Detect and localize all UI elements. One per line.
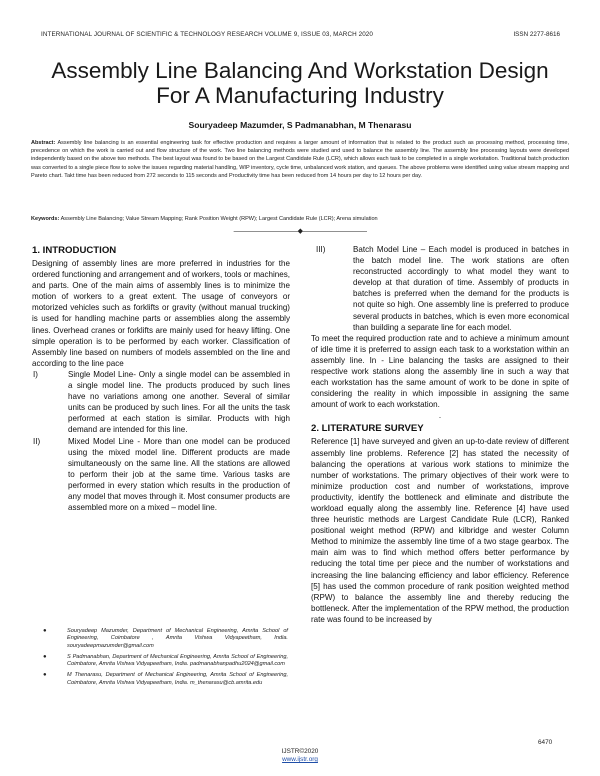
abstract: [31, 139, 569, 180]
page-footer: [0, 748, 600, 764]
keywords-label: Keywords:: [31, 216, 60, 222]
abstract-label: Abstract:: [31, 140, 56, 146]
journal-link[interactable]: www.ijstr.org: [282, 756, 318, 763]
page-number: 6470: [538, 739, 553, 746]
line-type-list: [32, 369, 290, 513]
paper-title: [20, 58, 580, 108]
footnote: [43, 672, 288, 687]
journal-name: INTERNATIONAL JOURNAL OF SCIENTIFIC & TECHNOLOGY RESEARCH VOLUME 9, ISSUE 03, MARCH 2020: [41, 31, 373, 38]
abstract-text: Assembly line balancing is an essential engineering task for effective production and requires a larger amount of information that is related to the product such as processing method, processing time, precedence on which the work is carried out and flow structure of the work. Two line balancing methods were studied and used to balance the assembly line. The assembly line processing layouts were developed independently based on the above two methods. The best layout was found to be based on the Largest Candidate Rule (LCR), which allows each task to be completed in a single workstation. Traditional batch production was converted to a single piece flow to solve the issues regarding material handling, WIP inventory, cycle time, unbalanced work station, and queues. The above problems were identified using value stream mapping and Pareto chart. Takt time has been reduced from 272 seconds to 115 seconds and Productivity time has been reduced from 14 hours per day to 12 hours per day.: [31, 140, 569, 179]
keywords: [31, 215, 569, 223]
list-item: [311, 244, 569, 333]
copyright: IJSTR©2020: [281, 748, 319, 755]
list-item-number: II): [33, 436, 41, 446]
footnote: [43, 628, 288, 650]
list-item-text: Single Model Line- Only a single model can be assembled in a single model line. The products produced by such lines have no variations among one another. Several of similar units can be produced by such lines. For all the units the task performed at each station is similar. Products with high demand are intended for this line.: [68, 369, 290, 435]
footnote-text: S Padmanabhan, Department of Mechanical Engineering, Amrita School of Engineering, Coimbatore, Amrita Vishwa Vidyapeetham, India. padmanabhanpadhu2024@gmail.com: [67, 653, 288, 668]
title-line-2: For A Manufacturing Industry: [156, 83, 444, 108]
authors: Souryadeep Mazumder, S Padmanabhan, M Thenarasu: [188, 120, 412, 130]
issn: ISSN 2277-8616: [513, 31, 560, 38]
footnote-text: Souryadeep Mazumder, Department of Mechanical Engineering, Amrita School of Engineering, Coimbatore , Amrita Vishwa Vidyapeetham, India. souryadeepmazumder@gmail.com: [67, 628, 288, 649]
stray-dot: .: [438, 411, 442, 421]
balancing-paragraph: To meet the required production rate and to achieve a minimum amount of idle time it is preferred to assign each task to a workstation within an assembly line. In - Line balancing the tasks are assigned to their respective work stations along the assembly line in such a way that each workstation has the same amount of work to be done in spite of considering the reality in which impossible in assigning the same amount of work to each workstation.: [311, 333, 569, 410]
list-item-text: Batch Model Line – Each model is produced in batches in the batch model line. The work stations are often reconstructed accordingly to what model they want to develop at that duration of time. Assembly of products in batches is preferred when the demand for the products is not quite so high. One assembly line is preferred to produce several products in batches, which is even more economical than building a separate line for each model.: [353, 245, 569, 332]
section-divider: ——————————◆——————————: [233, 228, 367, 235]
left-column: [32, 244, 290, 513]
bullet-icon: ●: [43, 653, 47, 660]
list-item-number: III): [316, 245, 326, 254]
literature-paragraph: Reference [1] have surveyed and given an up-to-date review of different assembly line problems. Reference [2] has stated the necessity of balancing the operations at various work stations to minimize the number of workstations. The primary objectives of their work were to minimize production cost and number of workstations, improve productivity, identify the bottleneck and eliminate and distribute the workload equally along the assembly line. Reference [4] have used three heuristic methods are Largest Candidate Rule (LCR), Ranked positional weight method (RPW) and kilbridge and wester Column Method to minimize the assembly line time of a two stage gearbox. The main aim was to find which method offers better performance by reducing the total time per piece and the number of workstations and increasing the line balancing efficiency and labor efficiency. Reference [5] has used the common procedure of rank position weighted method (RPW) to balance the assembly line and thereby reducing the bottleneck. After the implementation of the RPW method, the production rate was found to be increased by: [311, 437, 569, 624]
section-1-title: 1. INTRODUCTION: [32, 245, 117, 256]
list-item: [32, 369, 290, 436]
section-2-title: 2. LITERATURE SURVEY: [311, 423, 424, 435]
list-item-text: Mixed Model Line - More than one model can be produced using the mixed model line. Different products are made simultaneously on the same line. All the stations are allowed to perform their job at the same time. Various tasks are performed in every station which results in the production of any model that moves through it. Most consumer products are assembled more on a mixed – model line.: [68, 436, 290, 513]
bullet-icon: ●: [43, 628, 47, 634]
right-column: [311, 244, 569, 625]
bullet-icon: ●: [43, 672, 47, 679]
author-footnotes: [43, 628, 288, 691]
keywords-text: Assembly Line Balancing; Value Stream Mapping; Rank Position Weight (RPW); Largest Candidate Rule (LCR); Arena simulation: [59, 216, 378, 222]
running-header: [0, 31, 600, 41]
footnote: [43, 654, 288, 669]
line-type-list-continued: [311, 244, 569, 333]
footnote-text: M Thenarasu, Department of Mechanical Engineering, Amrita School of Engineering, Coimbatore, Amrita Vishwa Vidyapeetham, India. m_thenarasu@cb.amrita.edu: [67, 672, 288, 686]
title-line-1: Assembly Line Balancing And Workstation Design: [51, 58, 549, 83]
intro-paragraph: Designing of assembly lines are more preferred in industries for the ordered functioning and arrangement and of workers, tools or machines, and parts. One of the main aims of assembly lines is to minimize the motion of workers to a great extent. The usage of conveyors or motorized vehicles such as forklifts or gravity (without manual trucking) is used for handling machine parts or assemblies along the assembly lines. Overhead cranes or forklifts are mainly used for heavy lifting. One simple operation is to be performed by each worker. Classification of Assembly line based on numbers of models assembled on the line and according to the line pace: [32, 259, 290, 368]
list-item-number: I): [33, 369, 38, 379]
list-item: [32, 436, 290, 514]
